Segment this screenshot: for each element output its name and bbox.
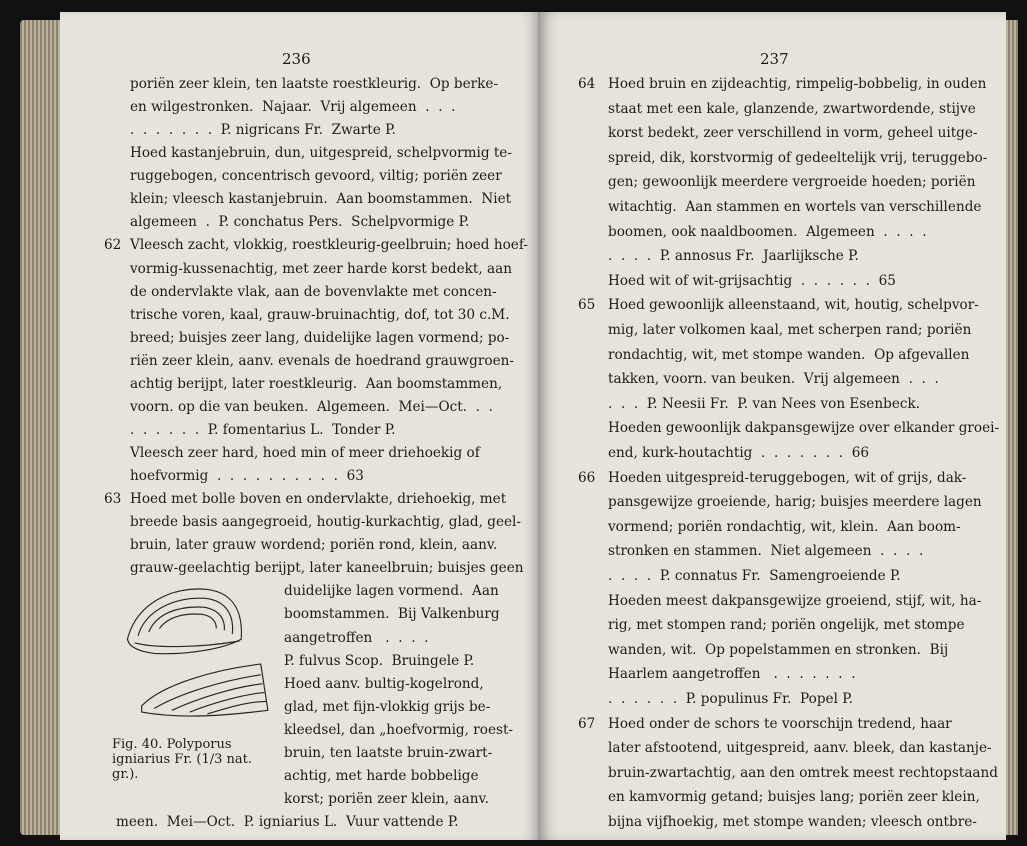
text-line: mig, later volkomen kaal, met scherpen rand; poriën [608, 322, 972, 338]
text-line: aangetroffen . . . . [284, 629, 429, 646]
text-line: bijna vijfhoekig, met stompe wanden; vleesch ontbre- [608, 814, 977, 830]
text-line: later afstootend, uitgespreid, aanv. bleek, dan kastanje- [608, 740, 992, 757]
text-line: boomen, ook naaldboomen. Algemeen . . . . [608, 223, 927, 240]
species-line: P. fulvus Scop. Bruingele P. [284, 652, 475, 669]
text-line: end, kurk-houtachtig . . . . . . . 66 [608, 445, 870, 461]
text-line: gen; gewoonlijk meerdere vergroeide hoeden; poriën [608, 174, 976, 191]
text-line: takken, voorn. van beuken. Vrij algemeen . . . [608, 371, 939, 388]
text-line: breede basis aangegroeid, houtig-kurkachtig, glad, geel- [130, 514, 521, 531]
text-line: Hoeden gewoonlijk dakpansgewijze over elkander groei- [608, 420, 1000, 437]
text-line: Hoed met bolle boven en ondervlakte, driehoekig, met [130, 491, 507, 508]
text-line: Hoed onder de schors te voorschijn tredend, haar [608, 715, 952, 732]
page-number: 236 [282, 50, 311, 68]
text-line: klein; vleesch kastanjebruin. Aan boomstammen. Niet [130, 191, 512, 208]
polyporus-illustration [108, 577, 298, 737]
species-line: . . . . . . . P. nigricans Fr. Zwarte P. [130, 122, 396, 139]
text-line: rondachtig, wit, met stompe wanden. Op afgevallen [608, 346, 970, 363]
text-line: poriën zeer klein, ten laatste roestkleurig. Op berke- [130, 76, 499, 92]
species-line: algemeen . P. conchatus Pers. Schelpvormige P. [130, 214, 470, 231]
species-line: . . . . . . P. fomentarius L. Tonder P. [130, 421, 396, 438]
text-line: riën zeer klein, aanv. evenals de hoedrand grauwgroen- [130, 352, 514, 369]
text-line: staat met een kale, glanzende, zwartwordende, stijve [608, 100, 976, 117]
page-edges-right [1004, 20, 1018, 835]
text-line: pansgewijze groeiende, harig; buisjes meerdere lagen [608, 494, 982, 511]
text-line: Haarlem aangetroffen . . . . . . . [608, 666, 856, 683]
species-line: . . . . . . P. populinus Fr. Popel P. [608, 691, 853, 707]
text-line: Hoed wit of wit-grijsachtig . . . . . . 65 [608, 272, 896, 289]
text-line: korst bedekt, zeer verschillend in vorm, geheel uitge- [608, 125, 978, 142]
text-line: Hoed kastanjebruin, dun, uitgespreid, schelpvormig te- [130, 145, 512, 162]
species-line: . . . P. Neesii Fr. P. van Nees von Esenbeck. [608, 395, 921, 412]
text-line: breed; buisjes zeer lang, duidelijke lagen vormend; po- [130, 329, 510, 346]
text-line: voorn. op die van beuken. Algemeen. Mei—Oct. . . [130, 398, 493, 415]
text-line: glad, met fijn-vlokkig grijs be- [284, 698, 491, 715]
text-line: korst; poriën zeer klein, aanv. [284, 790, 489, 807]
text-line: bruin-zwartachtig, aan den omtrek meest rechtopstaand [608, 764, 998, 781]
right-page [538, 12, 1006, 840]
text-line: Hoed bruin en zijdeachtig, rimpelig-bobbelig, in ouden [608, 76, 987, 92]
entry-number: 63 [104, 491, 122, 508]
text-line: Hoeden meest dakpansgewijze groeiend, stijf, wit, ha- [608, 592, 982, 609]
text-line: meen. Mei—Oct. P. igniarius L. Vuur vattende P. [116, 814, 459, 830]
open-book [14, 12, 1014, 840]
figure-caption: Fig. 40. Polyporus igniarius Fr. (1/3 nat. gr.). [112, 737, 252, 783]
left-page [60, 12, 538, 840]
text-line: Hoeden uitgespreid-teruggebogen, wit of grijs, dak- [608, 469, 967, 486]
text-line: en kamvormig getand; buisjes lang; poriën zeer klein, [608, 789, 980, 806]
text-line: boomstammen. Bij Valkenburg [284, 606, 500, 623]
entry-number: 66 [578, 469, 596, 486]
page-number: 237 [760, 50, 789, 68]
text-line: achtig, met harde bobbelige [284, 767, 479, 784]
text-line: bruin, later grauw wordend; poriën rond, klein, aanv. [130, 537, 498, 554]
text-line: vormend; poriën rondachtig, wit, klein. Aan boom- [608, 518, 961, 535]
entry-number: 65 [578, 297, 596, 314]
page-edges-left [20, 20, 62, 835]
text-line: duidelijke lagen vormend. Aan [284, 583, 499, 600]
text-line: bruin, ten laatste bruin-zwart- [284, 744, 493, 761]
entry-number: 67 [578, 715, 596, 732]
text-line: vormig-kussenachtig, met zeer harde korst bedekt, aan [130, 260, 512, 277]
text-line: Vleesch zeer hard, hoed min of meer driehoekig of [130, 445, 480, 461]
text-line: Hoed aanv. bultig-kogelrond, [284, 675, 484, 692]
species-line: . . . . P. annosus Fr. Jaarlijksche P. [608, 248, 859, 265]
text-line: Hoed gewoonlijk alleenstaand, wit, houtig, schelpvor- [608, 297, 979, 314]
text-line: witachtig. Aan stammen en wortels van verschillende [608, 199, 982, 215]
text-line: spreid, dik, korstvormig of gedeeltelijk vrij, teruggebo- [608, 149, 988, 166]
text-line: rig, met stompen rand; poriën ongelijk, met stompe [608, 617, 965, 634]
text-line: de ondervlakte vlak, aan de bovenvlakte met concen- [130, 283, 497, 300]
text-line: hoefvormig . . . . . . . . . . 63 [130, 468, 364, 485]
text-line: Vleesch zacht, vlokkig, roestkleurig-geelbruin; hoed hoef- [130, 237, 528, 254]
text-line: ruggebogen, concentrisch gevoord, viltig; poriën zeer [130, 168, 502, 185]
text-line: wanden, wit. Op popelstammen en stronken. Bij [608, 641, 949, 658]
text-line: trische voren, kaal, grauw-bruinachtig, dof, tot 30 c.M. [130, 306, 510, 323]
entry-number: 64 [578, 76, 596, 92]
text-line: grauw-geelachtig berijpt, later kaneelbruin; buisjes geen [130, 560, 524, 577]
text-line: en wilgestronken. Najaar. Vrij algemeen . . . [130, 99, 456, 116]
entry-number: 62 [104, 237, 122, 254]
species-line: . . . . P. connatus Fr. Samengroeiende P. [608, 568, 901, 584]
text-line: kleedsel, dan „hoefvormig, roest- [284, 721, 514, 738]
text-line: achtig berijpt, later roestkleurig. Aan boomstammen, [130, 375, 503, 392]
text-line: stronken en stammen. Niet algemeen . . . . [608, 543, 924, 560]
